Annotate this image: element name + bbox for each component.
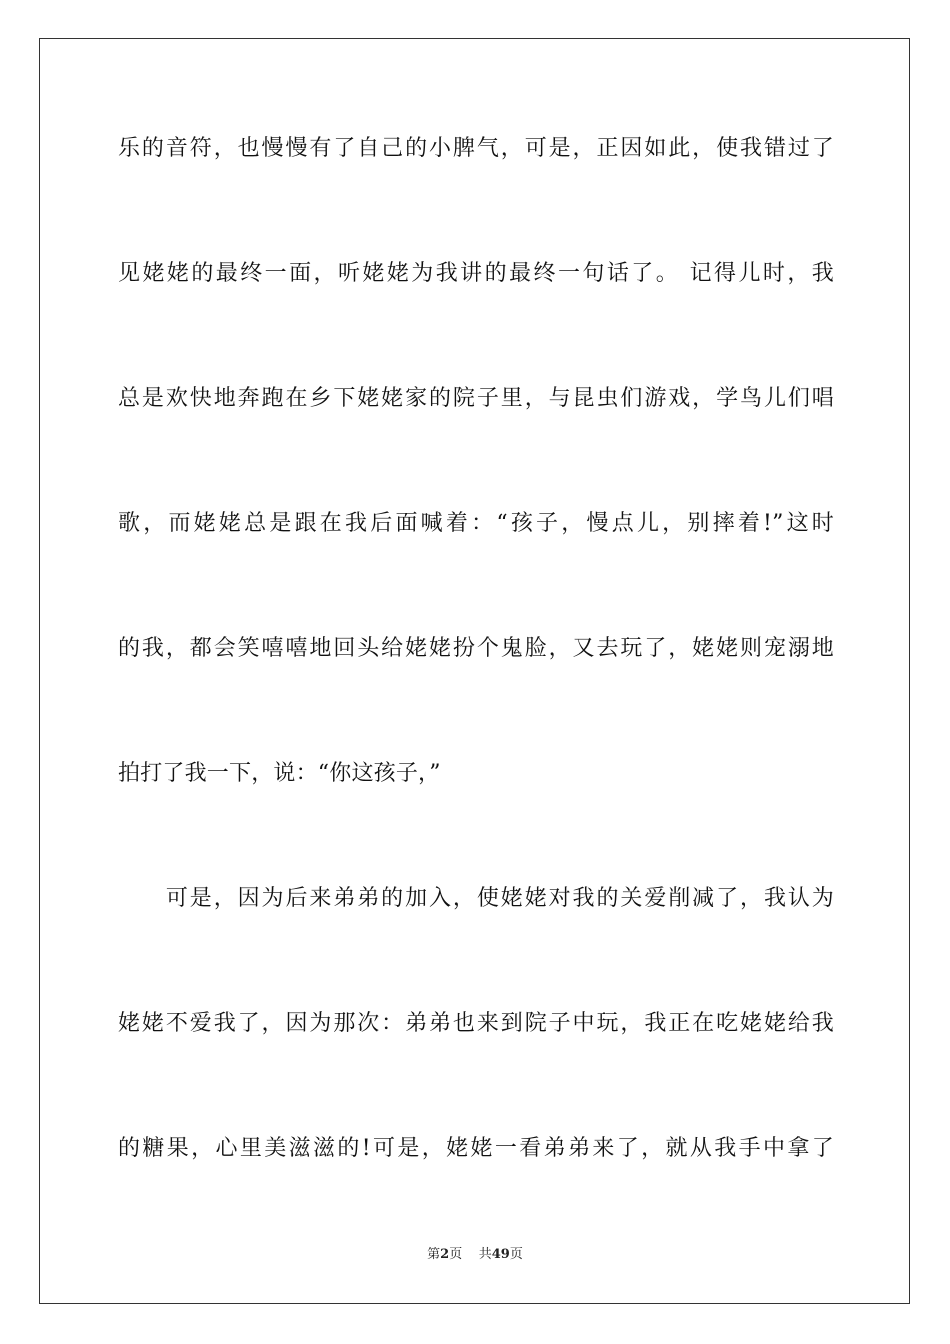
text-line-5: 的我，都会笑嘻嘻地回头给姥姥扮个鬼脸，又去玩了，姥姥则宠溺地 [118, 636, 834, 661]
page-number: 2 [440, 1247, 450, 1262]
text-line-3: 总是欢快地奔跑在乡下姥姥家的院子里，与昆虫们游戏，学鸟儿们唱 [118, 386, 834, 411]
text-line-1: 乐的音符，也慢慢有了自己的小脾气，可是，正因如此，使我错过了 [118, 136, 834, 161]
text-line-4: 歌，而姥姥总是跟在我后面喊着：“孩子，慢点儿，别摔着!”这时 [118, 511, 834, 536]
page-border [39, 38, 910, 1304]
text-line-7: 可是，因为后来弟弟的加入，使姥姥对我的关爱削减了，我认为 [118, 886, 834, 911]
total-suffix: 页 [509, 1247, 523, 1262]
total-prefix: 共 [478, 1247, 492, 1262]
text-line-2: 见姥姥的最终一面，听姥姥为我讲的最终一句话了。 记得儿时，我 [118, 261, 834, 286]
text-line-6: 拍打了我一下，说：“你这孩子，” [118, 761, 441, 786]
page-suffix: 页 [449, 1247, 463, 1262]
page-prefix: 第 [427, 1247, 441, 1262]
page-footer [0, 1246, 950, 1264]
text-line-8: 姥姥不爱我了，因为那次：弟弟也来到院子中玩，我正在吃姥姥给我 [118, 1011, 834, 1036]
text-line-9: 的糖果，心里美滋滋的!可是，姥姥一看弟弟来了，就从我手中拿了 [118, 1136, 834, 1161]
total-pages: 49 [491, 1247, 510, 1262]
